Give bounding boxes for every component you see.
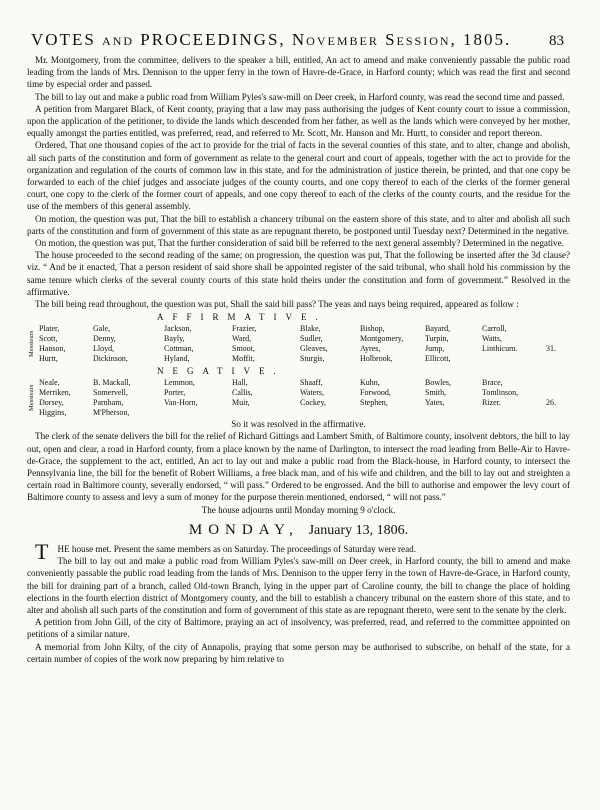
member-name: Rizer. (482, 398, 501, 408)
vote-result: So it was resolved in the affirmative. (231, 419, 366, 430)
affirmative-names (39, 324, 556, 364)
member-name: Frazier, (232, 324, 257, 334)
member-name: Turpin, (425, 334, 449, 344)
member-name: Bayard, (425, 324, 451, 334)
messieurs-label: Messieurs (28, 331, 35, 358)
member-name: Jump, (425, 344, 445, 354)
member-name: Dickinson, (93, 354, 128, 364)
member-name: Carroll, (482, 324, 507, 334)
member-name: Gale, (93, 324, 111, 334)
vote-total (534, 334, 556, 344)
vote-total (534, 354, 556, 364)
member-name: Neale, (39, 378, 60, 388)
day-heading (27, 522, 570, 539)
member-name: Bishop, (360, 324, 385, 334)
proceedings-part-1 (27, 54, 570, 310)
member-name: B. Mackall, (93, 378, 131, 388)
messieurs-label: Messieurs (28, 385, 35, 412)
paragraph: On motion, the question was put, That the bill to establish a chancery tribunal on the eastern shore of this state, and to alter and abolish all such parts of the constitution and form of government of this state as are repugnant thereto, be postponed until Tuesday next? Determined in the negative. (27, 213, 570, 236)
vote-total (534, 378, 556, 388)
negative-names (39, 378, 556, 418)
member-name: Bayly, (164, 334, 185, 344)
paragraph: On motion, the question was put, That the further consideration of said bill be referred to the next general assembly? Determined in the negative. (35, 238, 564, 249)
vote-total (534, 408, 556, 418)
member-name: Van-Horn, (164, 398, 198, 408)
member-name: Porter, (164, 388, 186, 398)
negative-label: NEGATIVE. (157, 366, 285, 377)
member-name: Stephen, (360, 398, 388, 408)
member-name (425, 408, 482, 418)
paragraph: The bill to lay out and make a public road from William Pyles's saw-mill on Deer creek, in Harford county, was read the second time and passed. (35, 91, 565, 102)
page-header (31, 30, 564, 50)
member-name: Ellicott, (425, 354, 451, 364)
member-name: Smith, (425, 388, 447, 398)
affirmative-heading (27, 312, 570, 323)
member-name: Somervell, (93, 388, 128, 398)
affirmative-label: AFFIRMATIVE. (157, 312, 327, 323)
member-name: Hanson, (39, 344, 66, 354)
member-name: Merriken, (39, 388, 71, 398)
paragraph: Mr. Montgomery, from the committee, delivers to the speaker a bill, entitled, An act to amend and make conveniently passable the public road leading from the lands of Mrs. Dennison to the upper ferry in the town of Havre-de-Grace, in Harford county; which was read the first and second time by especial order and passed. (27, 55, 570, 90)
paragraph: THE house met. Present the same members as on Saturday. The proceedings of Saturday were read. (35, 538, 417, 564)
member-name: Watts, (482, 334, 503, 344)
member-name: Linthicum. (482, 344, 518, 354)
member-name: Scott, (39, 334, 58, 344)
member-name: Lemmon, (164, 378, 195, 388)
member-name (232, 408, 300, 418)
member-name: Blake, (300, 324, 321, 334)
member-name: Jackson, (164, 324, 192, 334)
member-name: Higgins, (39, 408, 67, 418)
running-title: VOTES and PROCEEDINGS, November Session, 1805. (31, 30, 512, 49)
member-name (482, 408, 534, 418)
member-name: Lloyd, (93, 344, 115, 354)
member-name: Kuhn, (360, 378, 380, 388)
member-name: Moffit, (232, 354, 255, 364)
member-name: Montgomery, (360, 334, 404, 344)
member-name: Yates, (425, 398, 445, 408)
member-name: Forwood, (360, 388, 391, 398)
vote-total (534, 388, 556, 398)
member-name: Denny, (93, 334, 116, 344)
member-name: Cottman, (164, 344, 194, 354)
vote-total: 26. (546, 398, 556, 408)
negative-votes (27, 378, 570, 418)
member-name: Plater, (39, 324, 60, 334)
member-name: Smoot, (232, 344, 255, 354)
paragraph: The bill to lay out and make a public road from William Pyles's saw-mill on Deer creek, in Harford county, the bill to amend and make conveniently passable the public road leading from the lands of Mrs. Dennison to the upper ferry in the town of Havre-de-Grace, in Harford county, the bill for draining part of a branch, called Old-town Branch, lying in the upper part of Caroline county, the bill to change the place of holding elections in the fourth election district of Montgomery county, and the bill to establish a chancery tribunal on the eastern shore of this state, and to alter and abolish all such parts of the constitution and form of government of this state as are repugnant thereto, were sent to the senate by the clerk. (27, 556, 570, 615)
member-name (360, 408, 425, 418)
member-name: Waters, (300, 388, 325, 398)
member-name: Tomlinson, (482, 388, 519, 398)
paragraph: A memorial from John Kilty, of the city of Annapolis, praying that some person may be authorised to subscribe, on behalf of the state, for a certain number of copies of the work now preparing by him relative to (27, 641, 570, 664)
member-name (300, 408, 360, 418)
member-name: Dorsey, (39, 398, 64, 408)
proceedings-part-2 (27, 430, 570, 515)
paragraph: The bill being read throughout, the question was put, Shall the said bill pass? The yeas and nays being required, appeared as follow : (35, 299, 519, 310)
proceedings-part-3 (27, 538, 570, 665)
member-name (164, 408, 232, 418)
member-name: Hall, (232, 378, 248, 388)
vote-total: 31. (546, 344, 556, 354)
member-name: Parnham, (93, 398, 124, 408)
paragraph: Ordered, That one thousand copies of the act to provide for the trial of facts in the several counties of this state, and to alter, change and abolish, all such parts of the constitution and form of government as relate to the general court and court of appeals, together with the act to provide for the organization and regulation of the courts of common law in this state, and for the administration of justice therein, be printed, and that one copy be forwarded to each of the chief judges and associate judges of the county courts, and one copy thereof to each of the clerks of the former general court, one copy to the clerk of the former court of appeals, and one copy thereof to each of the clerks of the county courts, and the residue for the use of the members of this general assembly. (27, 140, 570, 212)
member-name: M'Pherson, (93, 408, 130, 418)
paragraph: A petition from Margaret Black, of Kent county, praying that a law may pass authorising the judges of Kent county court to issue a commission, upon the application of the petitioner, to divide the lands which descended from her father, as well as the lands which were conveyed by her mother, equally amongst the parties entitled, was preferred, read, and referred to Mr. Scott, Mr. Hanson and Mr. Hurtt, to consider and report thereon. (27, 103, 570, 139)
affirmative-votes (27, 324, 570, 364)
member-name: Shaaff, (300, 378, 323, 388)
member-name: Cockey, (300, 398, 326, 408)
member-name: Bowles, (425, 378, 451, 388)
member-name (482, 354, 534, 364)
paragraph: A petition from John Gill, of the city of Baltimore, praying an act of insolvency, was preferred, read, and referred to the committee appointed on petitions of a similar nature. (27, 617, 570, 640)
member-name: Gleaves, (300, 344, 328, 354)
page-number: 83 (549, 33, 564, 49)
member-name: Sturgis, (300, 354, 325, 364)
adjournment: The house adjourns until Monday morning 9 o'clock. (201, 504, 396, 515)
member-name: Ward, (232, 334, 252, 344)
member-name: Hurtt, (39, 354, 58, 364)
member-name: Callis, (232, 388, 253, 398)
paragraph: The house proceeded to the second reading of the same; on progression, the question was put, That the following be inserted after the 3d clause? viz. “ And be it enacted, That a person resident of said shore shall be appointed register of the said tribunal, who shall hold his commission by the same tenure which clerks of the several county courts of this state hold theirs under the constitution and form of government.” Resolved in the affirmative. (27, 250, 570, 297)
day-date: January 13, 1806. (308, 522, 409, 538)
paragraph: The clerk of the senate delivers the bill for the relief of Richard Gittings and Lambert Smith, of Baltimore county, insolvent debtors, the bill to lay out, open and clear, a road in Harford county, from a place known by the name of Darlington, to intersect the road leading from Belle-Air to Havre-de-Grace, the supplement to the act, entitled, An act to lay out and make a public road from the Black-house, in Harford county, to intersect the Pennsylvania line, the bill for the benefit of Robert Williams, a free black man, and of his wife and children, and the bill to lay out and streighten a certain road in Baltimore county, severally endorsed, “ will pass.” Ordered to be engrossed. And the bill to authorise and empower the levy court of Baltimore county to assess and levy a sum of money for the purpose therein mentioned, endorsed, “ will not pass.” (27, 431, 570, 503)
member-name: Ayres, (360, 344, 381, 354)
vote-total (534, 324, 556, 334)
day-name: MONDAY, (188, 521, 299, 538)
member-name: Muir, (232, 398, 250, 408)
member-name: Brace, (482, 378, 503, 388)
member-name: Holbrook, (360, 354, 393, 364)
member-name: Hyland, (164, 354, 190, 364)
member-name: Sudler, (300, 334, 323, 344)
negative-heading (27, 366, 570, 377)
